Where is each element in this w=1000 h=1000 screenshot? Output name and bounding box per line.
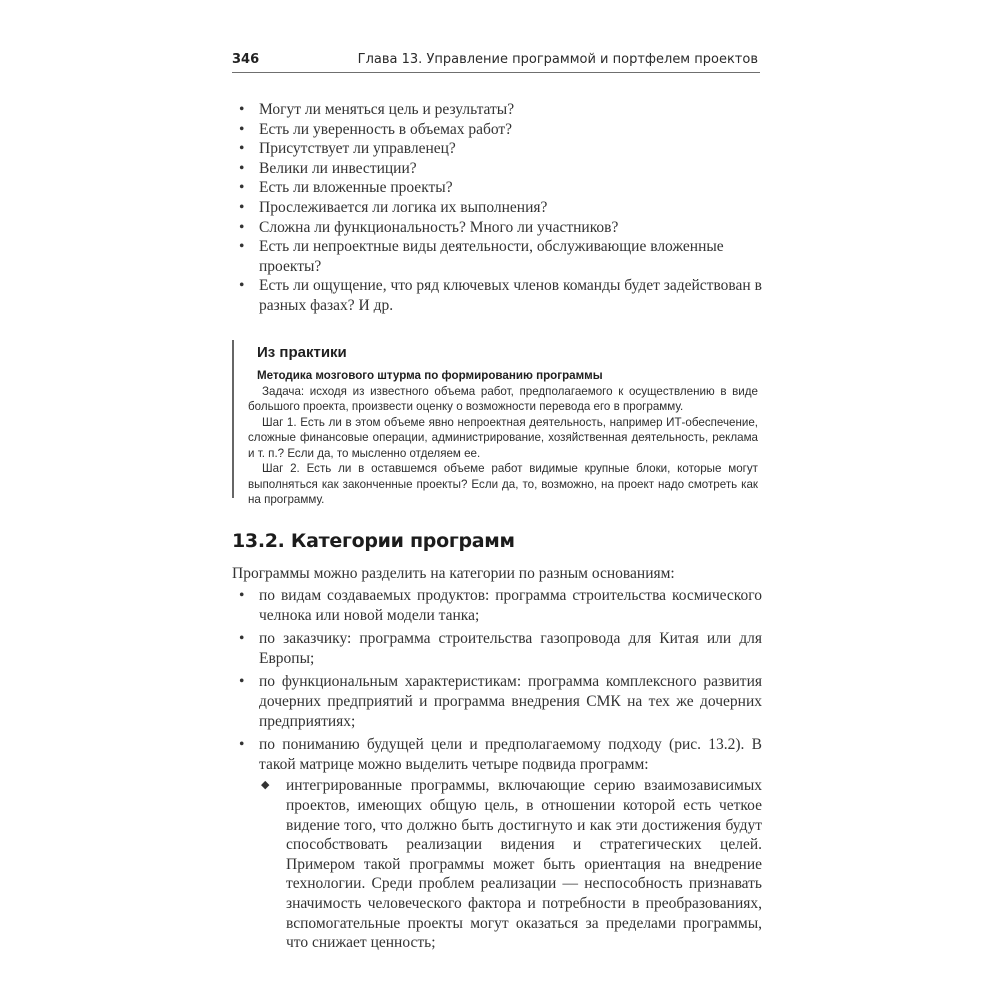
- bullet-icon: •: [239, 218, 245, 236]
- diamond-bullet-icon: ◆: [261, 779, 270, 792]
- practice-paragraph: Шаг 1. Есть ли в этом объеме явно непроектная деятельность, например ИТ-обеспечение, сложные финансовые операции, администрирование, хозяйственная деятельность, реклама и т. п.? Если да, то мысленно отделяем ее.: [248, 415, 758, 460]
- list-item: • Сложна ли функциональность? Много ли участников?: [239, 218, 619, 236]
- practice-sidebar-box: [232, 340, 758, 506]
- chapter-title: Глава 13. Управление программой и портфелем проектов: [357, 52, 758, 67]
- categories-list: [232, 586, 762, 957]
- list-item: • по заказчику: программа строительства газопровода для Китая или для Европы;: [239, 630, 762, 667]
- list-item: • Велики ли инвестиции?: [239, 159, 417, 177]
- section-heading: 13.2. Категории программ: [232, 530, 515, 552]
- list-item: • по видам создаваемых продуктов: программа строительства космического челнока или новой модели танка;: [239, 587, 762, 624]
- practice-subtitle: Методика мозгового штурма по формированию программы: [257, 369, 603, 382]
- list-item: • по пониманию будущей цели и предполагаемому подходу (рис. 13.2). В такой матрице можно выделить четыре подвида программ: ◆ интегрированные программы, включающие серию взаимозависимых проектов, имеющих общую цель, в отношении которой есть четкое видение того, что должно быть достигнуто и как эти достижения будут способствовать реализации видения и стратегических целей. Примером такой программы может быть ориентация на внедрение технологии. Среди проблем реализации — неспособность признавать значимость человеческого фактора и потребности в преобразованиях, вспомогательные проекты могут оказаться за пределами программы, что снижает ценность;: [239, 736, 762, 952]
- practice-paragraph: Задача: исходя из известного объема работ, предполагаемого к осуществлению в виде большого проекта, произвести оценку о возможности перевода его в программу.: [248, 384, 758, 413]
- list-item: • Есть ли вложенные проекты?: [239, 179, 453, 197]
- practice-paragraph: Шаг 2. Есть ли в оставшемся объеме работ видимые крупные блоки, которые могут выполняться как законченные проекты? Если да, то, возможно, на проект надо смотреть как на программу.: [248, 462, 758, 506]
- practice-title: Из практики: [257, 344, 347, 361]
- sub-list-item: ◆ интегрированные программы, включающие серию взаимозависимых проектов, имеющих общую цель, в отношении которой есть четкое видение того, что должно быть достигнуто и как эти достижения будут способствовать реализации видения и стратегических целей. Примером такой программы может быть ориентация на внедрение технологии. Среди проблем реализации — неспособность признавать значимость человеческого фактора и потребности в преобразованиях, вспомогательные проекты могут оказаться за пределами программы, что снижает ценность;: [261, 777, 762, 952]
- bullet-icon: •: [239, 179, 245, 197]
- bullet-icon: •: [239, 277, 245, 295]
- list-item: • Прослеживается ли логика их выполнения?: [239, 198, 548, 216]
- list-item: • Есть ли непроектные виды деятельности, обслуживающие вложенные проекты?: [239, 238, 724, 275]
- bullet-icon: •: [239, 238, 245, 256]
- bullet-icon: •: [239, 587, 245, 604]
- bullet-icon: •: [239, 630, 245, 648]
- bullet-icon: •: [239, 140, 245, 158]
- page-number: 346: [232, 52, 260, 67]
- list-item: • Есть ли уверенность в объемах работ?: [239, 120, 513, 138]
- subtypes-list: [259, 776, 762, 952]
- bullet-icon: •: [239, 198, 245, 216]
- list-item: • Есть ли ощущение, что ряд ключевых членов команды будет задействован в разных фазах? И др.: [239, 277, 762, 314]
- questions-list: [232, 100, 762, 316]
- bullet-icon: •: [239, 673, 245, 691]
- list-item: • Присутствует ли управленец?: [239, 140, 456, 158]
- list-item: • Могут ли меняться цель и результаты?: [239, 101, 515, 118]
- section-intro: Программы можно разделить на категории по разным основаниям:: [232, 565, 675, 582]
- running-head: [232, 48, 760, 73]
- bullet-icon: •: [239, 736, 245, 754]
- list-item: • по функциональным характеристикам: программа комплексного развития дочерних предприятий и программа внедрения СМК на тех же дочерних предприятиях;: [239, 673, 762, 730]
- bullet-icon: •: [239, 159, 245, 177]
- bullet-icon: •: [239, 101, 245, 118]
- bullet-icon: •: [239, 120, 245, 138]
